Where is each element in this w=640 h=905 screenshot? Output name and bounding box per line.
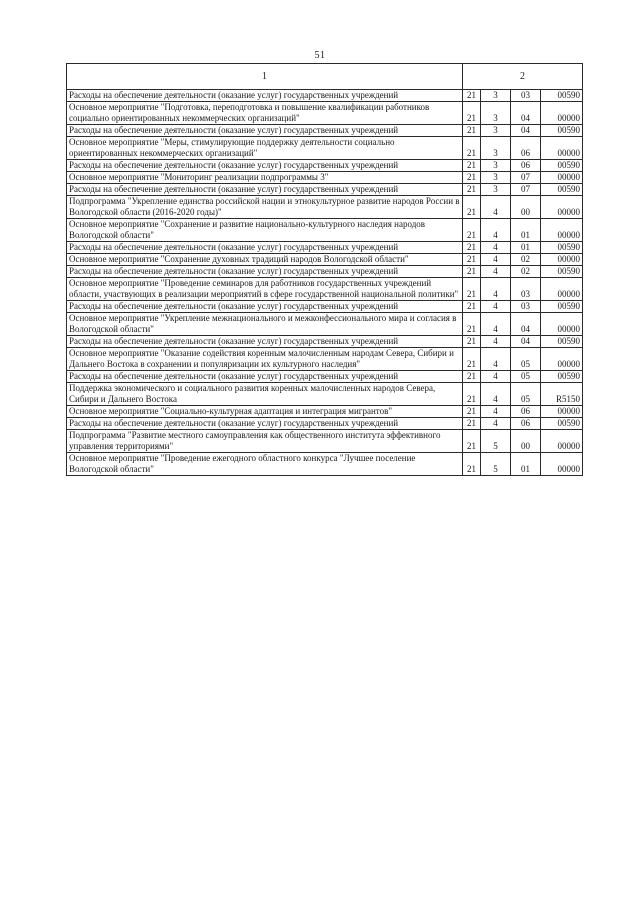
row-name-cell: Основное мероприятие "Мониторинг реализации подпрограммы 3" xyxy=(67,172,463,184)
row-code-3-cell: 04 xyxy=(511,102,541,125)
table-row xyxy=(67,406,583,418)
row-code-2-cell: 4 xyxy=(481,242,511,254)
row-code-2-cell: 4 xyxy=(481,278,511,301)
row-code-4-cell: 00590 xyxy=(541,184,583,196)
row-code-2-cell: 4 xyxy=(481,383,511,406)
row-name-cell: Основное мероприятие "Социально-культурная адаптация и интеграция мигрантов" xyxy=(67,406,463,418)
row-code-4-cell: 00590 xyxy=(541,90,583,102)
row-code-4-cell: 00000 xyxy=(541,348,583,371)
row-name-cell: Основное мероприятие "Меры, стимулирующие поддержку деятельности социально ориентированных некоммерческих организаций" xyxy=(67,137,463,160)
row-code-3-cell: 01 xyxy=(511,242,541,254)
row-code-1-cell: 21 xyxy=(463,266,481,278)
table-row xyxy=(67,266,583,278)
row-code-1-cell: 21 xyxy=(463,336,481,348)
row-code-1-cell: 21 xyxy=(463,371,481,383)
row-code-1-cell: 21 xyxy=(463,430,481,453)
row-code-2-cell: 4 xyxy=(481,301,511,313)
row-code-3-cell: 00 xyxy=(511,430,541,453)
row-code-3-cell: 03 xyxy=(511,90,541,102)
row-code-1-cell: 21 xyxy=(463,125,481,137)
table-row xyxy=(67,184,583,196)
row-code-4-cell: 00000 xyxy=(541,219,583,242)
row-code-3-cell: 00 xyxy=(511,196,541,219)
row-code-3-cell: 05 xyxy=(511,383,541,406)
row-code-1-cell: 21 xyxy=(463,219,481,242)
row-name-cell: Расходы на обеспечение деятельности (оказание услуг) государственных учреждений xyxy=(67,90,463,102)
table-row xyxy=(67,348,583,371)
row-code-3-cell: 06 xyxy=(511,406,541,418)
table-row xyxy=(67,219,583,242)
row-name-cell: Подпрограмма "Укрепление единства российской нации и этнокультурное развитие народов России в Вологодской области (2016-2020 годы)" xyxy=(67,196,463,219)
table-row xyxy=(67,90,583,102)
row-code-2-cell: 4 xyxy=(481,219,511,242)
row-name-cell: Расходы на обеспечение деятельности (оказание услуг) государственных учреждений xyxy=(67,125,463,137)
row-code-3-cell: 06 xyxy=(511,418,541,430)
row-code-2-cell: 3 xyxy=(481,172,511,184)
row-code-2-cell: 4 xyxy=(481,336,511,348)
row-code-3-cell: 01 xyxy=(511,453,541,476)
row-code-1-cell: 21 xyxy=(463,301,481,313)
table-row xyxy=(67,301,583,313)
row-code-1-cell: 21 xyxy=(463,90,481,102)
row-code-4-cell: 00590 xyxy=(541,301,583,313)
row-code-2-cell: 5 xyxy=(481,430,511,453)
row-code-3-cell: 03 xyxy=(511,301,541,313)
table-row xyxy=(67,137,583,160)
row-code-1-cell: 21 xyxy=(463,102,481,125)
row-code-4-cell: 00000 xyxy=(541,406,583,418)
row-code-2-cell: 3 xyxy=(481,184,511,196)
row-code-3-cell: 03 xyxy=(511,278,541,301)
row-name-cell: Поддержка экономического и социального развития коренных малочисленных народов Севера, Сибири и Дальнего Востока xyxy=(67,383,463,406)
table-row xyxy=(67,430,583,453)
row-code-4-cell: 00000 xyxy=(541,278,583,301)
table-row xyxy=(67,242,583,254)
row-name-cell: Основное мероприятие "Укрепление межнационального и межконфессионального мира и согласия в Вологодской области" xyxy=(67,313,463,336)
row-code-1-cell: 21 xyxy=(463,383,481,406)
row-name-cell: Расходы на обеспечение деятельности (оказание услуг) государственных учреждений xyxy=(67,301,463,313)
table-row xyxy=(67,336,583,348)
header-col-2: 2 xyxy=(463,64,583,90)
row-code-4-cell: 00590 xyxy=(541,160,583,172)
row-code-2-cell: 4 xyxy=(481,418,511,430)
row-name-cell: Основное мероприятие "Подготовка, переподготовка и повышение квалификации работников социально ориентированных некоммерческих организаций" xyxy=(67,102,463,125)
row-code-1-cell: 21 xyxy=(463,406,481,418)
row-name-cell: Расходы на обеспечение деятельности (оказание услуг) государственных учреждений xyxy=(67,184,463,196)
row-code-4-cell: 00000 xyxy=(541,254,583,266)
table-header-row xyxy=(67,64,583,90)
row-name-cell: Подпрограмма "Развитие местного самоуправления как общественного института эффективного управления территориями" xyxy=(67,430,463,453)
row-code-3-cell: 04 xyxy=(511,313,541,336)
row-code-2-cell: 5 xyxy=(481,453,511,476)
row-code-3-cell: 06 xyxy=(511,160,541,172)
table-row xyxy=(67,172,583,184)
row-code-3-cell: 01 xyxy=(511,219,541,242)
row-code-2-cell: 4 xyxy=(481,371,511,383)
row-code-4-cell: 00590 xyxy=(541,125,583,137)
table-row xyxy=(67,196,583,219)
table-row xyxy=(67,125,583,137)
row-code-4-cell: 00000 xyxy=(541,172,583,184)
row-code-2-cell: 4 xyxy=(481,313,511,336)
row-code-1-cell: 21 xyxy=(463,196,481,219)
row-code-3-cell: 05 xyxy=(511,371,541,383)
row-code-4-cell: 00000 xyxy=(541,137,583,160)
row-code-2-cell: 4 xyxy=(481,266,511,278)
row-code-4-cell: 00000 xyxy=(541,196,583,219)
row-code-3-cell: 02 xyxy=(511,254,541,266)
row-code-2-cell: 3 xyxy=(481,90,511,102)
row-name-cell: Расходы на обеспечение деятельности (оказание услуг) государственных учреждений xyxy=(67,336,463,348)
table-row xyxy=(67,418,583,430)
row-name-cell: Основное мероприятие "Сохранение и развитие национально-культурного наследия народов Вологодской области" xyxy=(67,219,463,242)
row-name-cell: Расходы на обеспечение деятельности (оказание услуг) государственных учреждений xyxy=(67,418,463,430)
row-code-2-cell: 3 xyxy=(481,137,511,160)
table-row xyxy=(67,313,583,336)
row-name-cell: Основное мероприятие "Проведение ежегодного областного конкурса "Лучшее поселение Вологодской области" xyxy=(67,453,463,476)
row-code-4-cell: 00590 xyxy=(541,266,583,278)
row-code-1-cell: 21 xyxy=(463,184,481,196)
table-row xyxy=(67,453,583,476)
row-code-1-cell: 21 xyxy=(463,242,481,254)
table-row xyxy=(67,278,583,301)
row-code-1-cell: 21 xyxy=(463,418,481,430)
table-row xyxy=(67,160,583,172)
row-code-1-cell: 21 xyxy=(463,254,481,266)
row-code-2-cell: 3 xyxy=(481,125,511,137)
row-name-cell: Основное мероприятие "Оказание содействия коренным малочисленным народам Севера, Сибири и Дальнего Востока в сохранении и популяризации их культурного наследия" xyxy=(67,348,463,371)
row-code-4-cell: R5150 xyxy=(541,383,583,406)
row-code-4-cell: 00000 xyxy=(541,102,583,125)
row-name-cell: Основное мероприятие "Сохранение духовных традиций народов Вологодской области" xyxy=(67,254,463,266)
row-code-3-cell: 04 xyxy=(511,336,541,348)
row-code-2-cell: 3 xyxy=(481,160,511,172)
row-name-cell: Расходы на обеспечение деятельности (оказание услуг) государственных учреждений xyxy=(67,266,463,278)
row-code-3-cell: 05 xyxy=(511,348,541,371)
row-code-4-cell: 00000 xyxy=(541,453,583,476)
table-row xyxy=(67,254,583,266)
row-code-3-cell: 07 xyxy=(511,184,541,196)
row-code-3-cell: 07 xyxy=(511,172,541,184)
row-code-2-cell: 4 xyxy=(481,348,511,371)
row-code-4-cell: 00590 xyxy=(541,242,583,254)
row-code-4-cell: 00590 xyxy=(541,418,583,430)
budget-table xyxy=(66,63,583,476)
row-code-1-cell: 21 xyxy=(463,137,481,160)
row-name-cell: Расходы на обеспечение деятельности (оказание услуг) государственных учреждений xyxy=(67,371,463,383)
row-code-3-cell: 04 xyxy=(511,125,541,137)
row-code-1-cell: 21 xyxy=(463,278,481,301)
row-code-3-cell: 02 xyxy=(511,266,541,278)
row-code-2-cell: 4 xyxy=(481,254,511,266)
row-code-2-cell: 3 xyxy=(481,102,511,125)
row-code-4-cell: 00000 xyxy=(541,430,583,453)
row-code-2-cell: 4 xyxy=(481,406,511,418)
row-code-1-cell: 21 xyxy=(463,160,481,172)
row-code-1-cell: 21 xyxy=(463,172,481,184)
row-name-cell: Основное мероприятие "Проведение семинаров для работников государственных учреждений области, участвующих в реализации мероприятий в сфере государственной национальной политики" xyxy=(67,278,463,301)
row-code-4-cell: 00590 xyxy=(541,371,583,383)
row-code-1-cell: 21 xyxy=(463,453,481,476)
table-row xyxy=(67,383,583,406)
row-code-1-cell: 21 xyxy=(463,348,481,371)
row-code-3-cell: 06 xyxy=(511,137,541,160)
table-row xyxy=(67,371,583,383)
row-name-cell: Расходы на обеспечение деятельности (оказание услуг) государственных учреждений xyxy=(67,160,463,172)
row-code-4-cell: 00000 xyxy=(541,313,583,336)
row-name-cell: Расходы на обеспечение деятельности (оказание услуг) государственных учреждений xyxy=(67,242,463,254)
table-body xyxy=(67,90,583,476)
row-code-4-cell: 00590 xyxy=(541,336,583,348)
table-row xyxy=(67,102,583,125)
row-code-1-cell: 21 xyxy=(463,313,481,336)
row-code-2-cell: 4 xyxy=(481,196,511,219)
page-number: 51 xyxy=(314,50,326,61)
header-col-1: 1 xyxy=(67,64,463,90)
